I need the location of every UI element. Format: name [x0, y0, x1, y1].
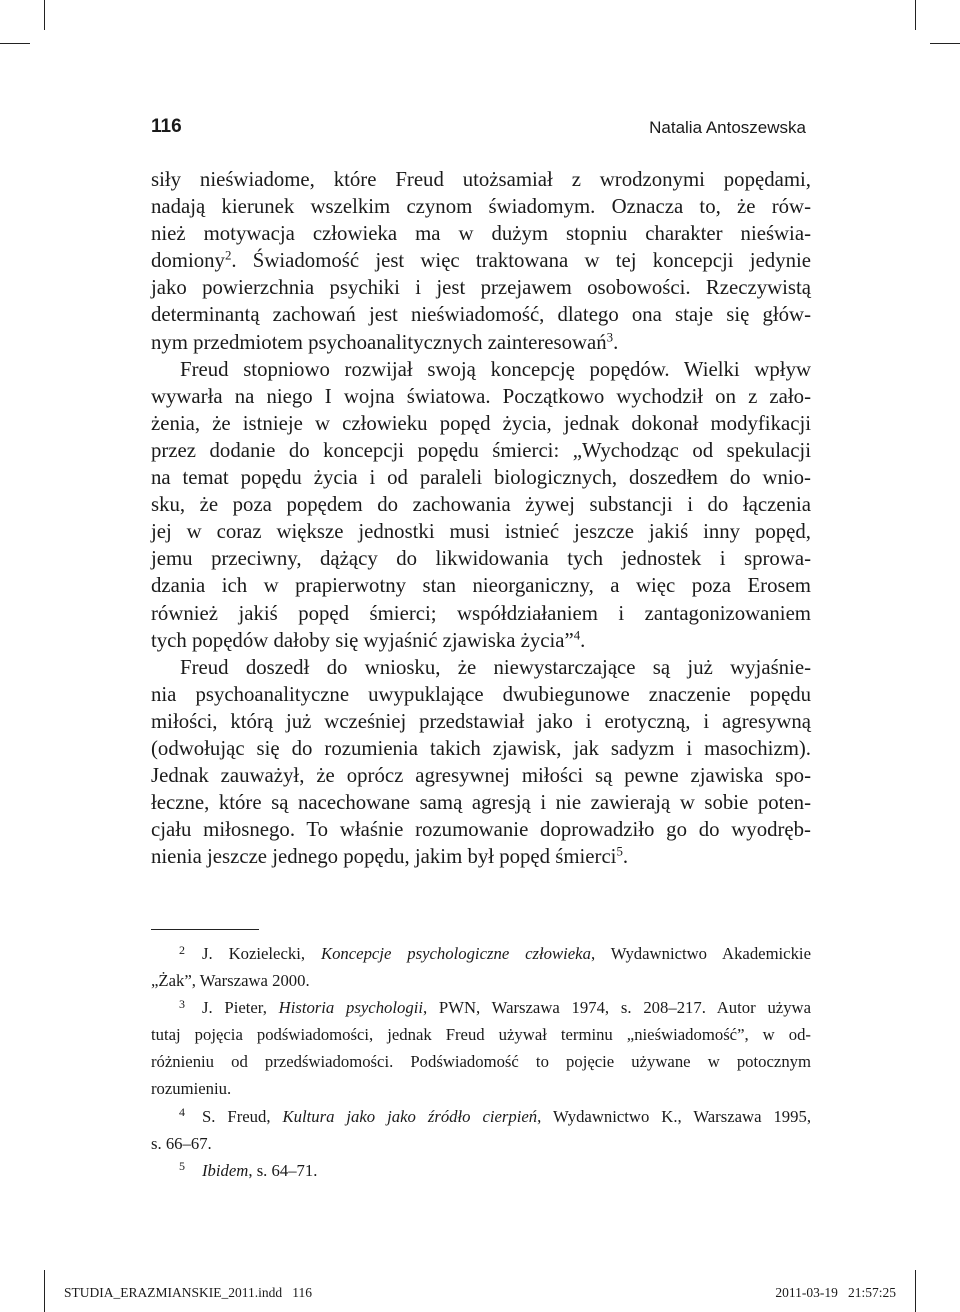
footnote-line: „Żak”, Warszawa 2000.	[151, 971, 310, 991]
text-fragment: tych popędów dałoby się wyjaśnić zjawiska życia”	[151, 628, 574, 652]
footnote-title: Ibidem	[202, 1160, 249, 1180]
running-author: Natalia Antoszewska	[649, 118, 806, 137]
text-line: nia psychoanalityczne uwypuklające dwubiegunowe znaczenie popędu	[151, 682, 811, 706]
footnote-line: rozumieniu.	[151, 1079, 232, 1099]
footnote-ref: 4	[573, 627, 581, 642]
footnote-line: 4 S. Freud, Kultura jako jako źródło cierpień, Wydawnictwo K., Warszawa 1995,	[179, 1105, 811, 1126]
footnote-ref: 2	[224, 248, 232, 263]
footnote-line: różnieniu od przedświadomości. Podświadomość to pojęcie używane w potocznym	[151, 1052, 811, 1072]
running-header	[151, 116, 806, 140]
text-line: na temat popędu życia i od paraleli biologicznych, doszedłem do wnio-	[151, 466, 811, 490]
text-line: Freud stopniowo rozwijał swoją koncepcję popędów. Wielki wpływ	[180, 357, 811, 381]
crop-mark	[44, 0, 45, 30]
footnote-line: tutaj pojęcia podświadomości, jednak Freud używał terminu „nieświadomość”, w od-	[151, 1025, 811, 1045]
crop-mark	[44, 1270, 45, 1312]
footnote-ref: 5	[616, 844, 623, 859]
text-line: siły nieświadome, które Freud utożsamiał z wrodzonymi popędami,	[151, 168, 811, 191]
text-fragment: nienia jeszcze jednego popędu, jakim był popęd śmierci	[151, 845, 617, 869]
text-fragment: , PWN, Warszawa 1974, s. 208–217. Autor używa	[422, 998, 811, 1018]
text-fragment: J. Kozielecki,	[202, 944, 321, 963]
footnote-separator	[151, 929, 259, 930]
footnote-title: Koncepcje psychologiczne człowieka	[320, 944, 591, 963]
footnote-line: 5 Ibidem, s. 64–71.	[179, 1159, 318, 1180]
slug-file: STUDIA_ERAZMIANSKIE_2011.indd 116	[64, 1285, 312, 1300]
text-line: determinantą zachowań jest nieświadomość, dlatego ona staje się głów-	[151, 303, 811, 327]
text-line	[151, 247, 811, 274]
text-line	[151, 843, 811, 870]
text-line: sku, że poza popędem do zachowania żywej substancji i do łączenia	[151, 493, 811, 517]
footnote-title: Historia psychologii	[278, 998, 423, 1018]
text-fragment: . Świadomość jest więc traktowana w tej koncepcji jedynie	[231, 249, 811, 273]
text-line: łeczne, które są nacechowane samą agresją i nie zawierają w sobie poten-	[151, 791, 811, 815]
text-line: miłości, którą już wcześniej przedstawiał jako i erotyczną, i agresywną	[151, 709, 811, 733]
crop-mark	[915, 0, 916, 30]
text-line	[151, 627, 811, 654]
footnote-line: 2 J. Kozielecki, Koncepcje psychologiczne człowieka, Wydawnictwo Akademickie	[179, 942, 811, 963]
footnote	[151, 942, 811, 996]
text-line: Jednak zauważył, że oprócz agresywnej miłości są pewne zjawiska spo-	[151, 764, 811, 788]
footnotes	[151, 942, 811, 1186]
text-fragment: , Wydawnictwo K., Warszawa 1995,	[537, 1106, 811, 1126]
footnote-line: 3 J. Pieter, Historia psychologii, PWN, Warszawa 1974, s. 208–217. Autor używa	[179, 996, 811, 1018]
text-line: (odwołując się do rozumienia takich zjawisk, jak sadyzm i masochizm).	[151, 736, 811, 760]
footnote-line: s. 66–67.	[151, 1133, 212, 1153]
text-line: nadają kierunek wszelkim czynom świadomym. Oznacza to, że rów-	[151, 195, 811, 219]
footnote	[151, 1105, 811, 1159]
text-fragment: S. Freud,	[202, 1106, 283, 1126]
text-fragment: , s. 64–71.	[248, 1160, 318, 1180]
text-line: żenia, że istnieje w człowieku popęd życia, jednak dokonał modyfikacji	[151, 411, 811, 435]
body-text	[151, 166, 811, 870]
text-fragment: domiony	[151, 249, 225, 273]
text-line: cjału miłosnego. To właśnie rozumowanie doprowadziło go do wyodręb-	[151, 818, 811, 842]
text-fragment: .	[613, 330, 619, 354]
footnote	[151, 1159, 811, 1186]
text-line	[151, 329, 811, 356]
text-line: jako powierzchnia psychiki i jest przejawem osobowości. Rzeczywistą	[151, 276, 811, 300]
text-fragment: , Wydawnictwo Akademickie	[590, 944, 811, 963]
text-fragment: nym przedmiotem psychoanalitycznych zainteresowań	[151, 330, 607, 354]
footnote-title: Kultura jako jako źródło cierpień	[282, 1106, 538, 1126]
text-line: jej w coraz większe jednostki musi istnieć jeszcze jakiś inny popęd,	[151, 520, 811, 544]
text-line: nież motywacja człowieka ma w dużym stopniu charakter nieświa-	[151, 222, 811, 246]
slug-timestamp: 2011-03-19 21:57:25	[775, 1285, 896, 1300]
text-fragment: .	[622, 845, 629, 869]
text-line: jemu przeciwny, dążący do likwidowania tych jednostek i sprowa-	[151, 547, 811, 571]
text-line: również jakiś popęd śmierci; współdziałaniem i zantagonizowaniem	[151, 601, 811, 625]
text-line: dzania ich w prapierwotny stan nieorganiczny, a więc poza Erosem	[151, 574, 811, 598]
crop-mark	[0, 43, 30, 44]
text-line: wywarła na niego I wojna światowa. Początkowo wychodził on z zało-	[151, 384, 811, 408]
crop-mark	[930, 43, 960, 44]
text-line: Freud doszedł do wniosku, że niewystarczające są już wyjaśnie-	[180, 655, 811, 679]
footnote	[151, 996, 811, 1104]
text-fragment: .	[580, 628, 586, 652]
crop-mark	[915, 1270, 916, 1312]
footnote-ref: 3	[606, 329, 614, 344]
text-line: przez dodanie do koncepcji popędu śmierci: „Wychodząc od spekulacji	[151, 438, 811, 462]
page-number: 116	[151, 116, 182, 137]
text-fragment: J. Pieter,	[202, 998, 279, 1018]
